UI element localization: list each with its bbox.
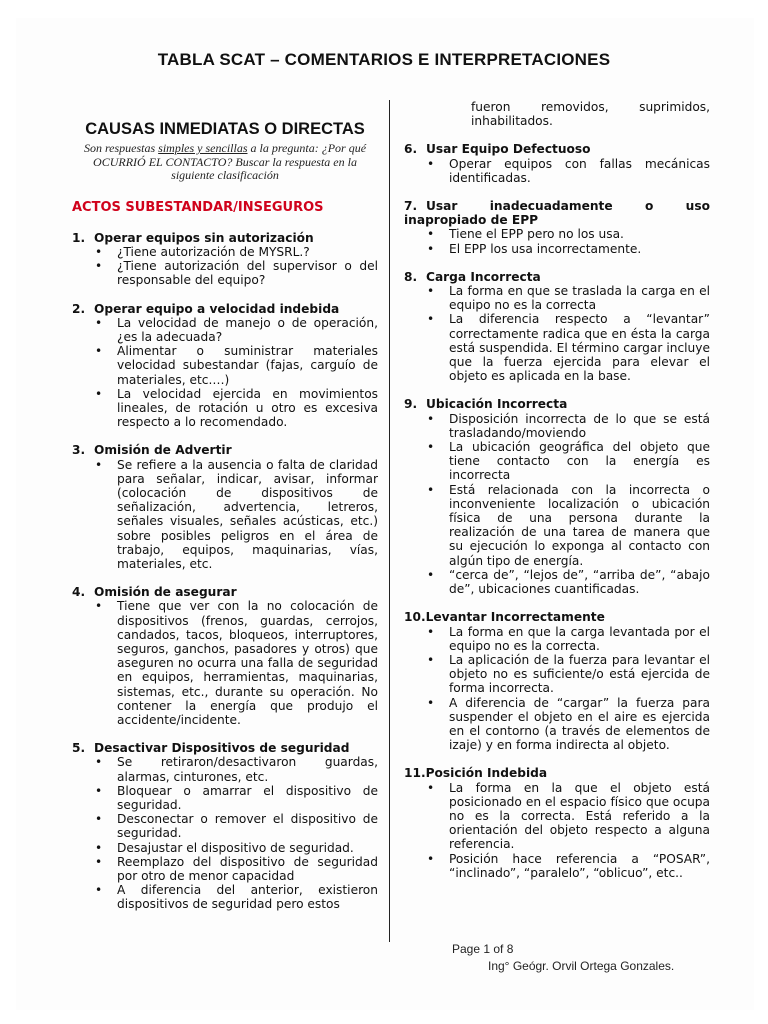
section-3 <box>72 443 378 571</box>
section-7 <box>404 199 710 256</box>
list-item: • Se retiraron/desactivaron guardas, alarmas, cinturones, etc. <box>117 755 378 783</box>
footer-author: Ing° Geógr. Orvil Ortega Gonzales. <box>488 959 675 973</box>
list-item: • Desconectar o remover el dispositivo de seguridad. <box>117 812 378 840</box>
section-number: 7. <box>404 199 418 214</box>
list-item: • Posición hace referencia a “POSAR”, “inclinado”, “paralelo”, “oblicuo”, etc.. <box>449 852 710 880</box>
bullet-list <box>404 157 710 185</box>
list-item: • La velocidad ejercida en movimientos lineales, de rotación u otro es excesiva respecto a lo recomendado. <box>117 387 378 430</box>
list-item: • A diferencia del anterior, existieron dispositivos de seguridad pero estos <box>117 883 378 911</box>
bullet-list <box>404 284 710 383</box>
list-item: • Bloquear o amarrar el dispositivo de seguridad. <box>117 784 378 812</box>
section-number: 5. <box>72 741 86 756</box>
section-10 <box>404 610 710 752</box>
list-item: • Tiene el EPP pero no los usa. <box>449 227 710 241</box>
list-item: • La ubicación geográfica del objeto que tiene contacto con la energía es incorrecta <box>449 440 710 483</box>
section-title: Levantar Incorrectamente <box>425 610 605 625</box>
list-item: • Disposición incorrecta de lo que se está trasladando/moviendo <box>449 412 710 440</box>
left-column <box>72 116 378 912</box>
section-subtitle <box>72 142 378 183</box>
category-heading: ACTOS SUBESTANDAR/INSEGUROS <box>72 199 324 215</box>
section-number: 11. <box>404 766 426 781</box>
list-item: • La aplicación de la fuerza para levantar el objeto no es suficiente/o está ejercida de forma incorrecta. <box>449 653 710 696</box>
list-item: • A diferencia de “cargar” la fuerza para suspender el objeto en el aire es ejercida en el contorno (a través de elementos de izaje) y en forma indirecta al objeto. <box>449 696 710 753</box>
list-item: • Tiene que ver con la no colocación de dispositivos (frenos, guardas, cerrojos, candados, tacos, bloqueos, interruptores, seguros, ganchos, pasadores y otros) que aseguren no ocurra una falla de seguridad en equipos, herramientas, maquinarias, sistemas, etc., durante su operación. No contener la energía que produjo el accidente/incidente. <box>117 599 378 727</box>
section-title <box>426 199 710 213</box>
section-title-line2: inapropiado de EPP <box>404 213 539 228</box>
column-divider <box>389 100 390 942</box>
section-number: 10. <box>404 610 426 625</box>
section-1 <box>72 231 378 288</box>
right-column <box>404 100 710 880</box>
list-item: • Operar equipos con fallas mecánicas identificadas. <box>449 157 710 185</box>
section-4 <box>72 585 378 727</box>
list-item: • “cerca de”, “lejos de”, “arriba de”, “abajo de”, ubicaciones cuantificadas. <box>449 568 710 596</box>
section-heading: CAUSAS INMEDIATAS O DIRECTAS <box>85 120 365 138</box>
document-title: TABLA SCAT – COMENTARIOS E INTERPRETACIONES <box>157 50 611 69</box>
section-8 <box>404 270 710 384</box>
section-2 <box>72 302 378 430</box>
page-number: Page 1 of 8 <box>452 942 514 956</box>
list-item: • La forma en la que el objeto está posicionado en el espacio físico que ocupa no es la correcta. Está referido a la orientación del objeto respecto a alguna referencia. <box>449 781 710 852</box>
list-item: • La velocidad de manejo o de operación, ¿es la adecuada? <box>117 316 378 344</box>
bullet-list <box>72 458 378 572</box>
bullet-list <box>72 755 378 911</box>
section-title: Omisión de asegurar <box>94 585 237 600</box>
list-item: • ¿Tiene autorización del supervisor o del responsable del equipo? <box>117 259 378 287</box>
title-word: o <box>644 199 654 214</box>
bullet-list <box>72 316 378 430</box>
subtitle-underlined: simples y sencillas <box>158 141 248 155</box>
section-6 <box>404 142 710 185</box>
bullet-list <box>404 412 710 597</box>
bullet-list <box>404 781 710 880</box>
title-word: uso <box>685 199 710 214</box>
section-title: Desactivar Dispositivos de seguridad <box>94 741 350 756</box>
list-item: • Desajustar el dispositivo de seguridad. <box>117 841 378 855</box>
bullet-list <box>404 625 710 753</box>
list-item: • La diferencia respecto a “levantar” correctamente radica que en ésta la carga está suspendida. El término cargar incluye que la fuerza ejercida para elevar el objeto es aplicada en la base. <box>449 312 710 383</box>
section-number: 2. <box>72 301 86 316</box>
section-title: Posición Indebida <box>425 766 548 781</box>
list-item: • ¿Tiene autorización de MYSRL.? <box>117 245 378 259</box>
section-9 <box>404 397 710 596</box>
list-item: • La forma en que se traslada la carga en el equipo no es la correcta <box>449 284 710 312</box>
bullet-list <box>72 599 378 727</box>
section-number: 1. <box>72 230 86 245</box>
list-item: • Alimentar o suministrar materiales velocidad subestandar (fajas, carguío de materiales, etc.…) <box>117 344 378 387</box>
list-item: • Se refiere a la ausencia o falta de claridad para señalar, indicar, avisar, informar (colocación de dispositivos de señalización, advertencia, letreros, señales visuales, señales acústicas, etc.) sobre posibles peligros en el área de trabajo, equipos, maquinarias, vías, materiales, etc. <box>117 458 378 572</box>
bullet-list <box>404 227 710 255</box>
section-title: Usar Equipo Defectuoso <box>426 142 591 157</box>
list-item: • Está relacionada con la incorrecta o inconveniente localización o ubicación física de una persona durante la realización de una tarea de manera que su ejecución lo exponga al contacto con algún tipo de energía. <box>449 483 710 568</box>
section-number: 9. <box>404 397 418 412</box>
list-item: • El EPP los usa incorrectamente. <box>449 242 710 256</box>
section-title: Operar equipos sin autorización <box>94 230 314 245</box>
bullet-list <box>72 245 378 288</box>
list-item: • La forma en que la carga levantada por el equipo no es la correcta. <box>449 625 710 653</box>
section-number: 6. <box>404 142 418 157</box>
subtitle-text-end: a la pregunta: ¿Por qué OCURRIÓ EL CONTACTO? Buscar la respuesta en la siguiente clasificación <box>93 141 367 182</box>
continued-text: fueron removidos, suprimidos, inhabilitados. <box>471 100 710 129</box>
section-title: Ubicación Incorrecta <box>426 397 568 412</box>
list-item: • Reemplazo del dispositivo de seguridad por otro de menor capacidad <box>117 855 378 883</box>
section-number: 3. <box>72 443 86 458</box>
section-11 <box>404 766 710 880</box>
section-5 <box>72 741 378 911</box>
title-word: Usar <box>426 199 458 214</box>
section-title: Operar equipo a velocidad indebida <box>94 301 340 316</box>
section-title: Omisión de Advertir <box>94 443 232 458</box>
section-number: 8. <box>404 269 418 284</box>
title-word: inadecuadamente <box>489 199 613 214</box>
subtitle-text: Son respuestas <box>83 141 159 155</box>
section-title: Carga Incorrecta <box>426 269 541 284</box>
section-number: 4. <box>72 585 86 600</box>
